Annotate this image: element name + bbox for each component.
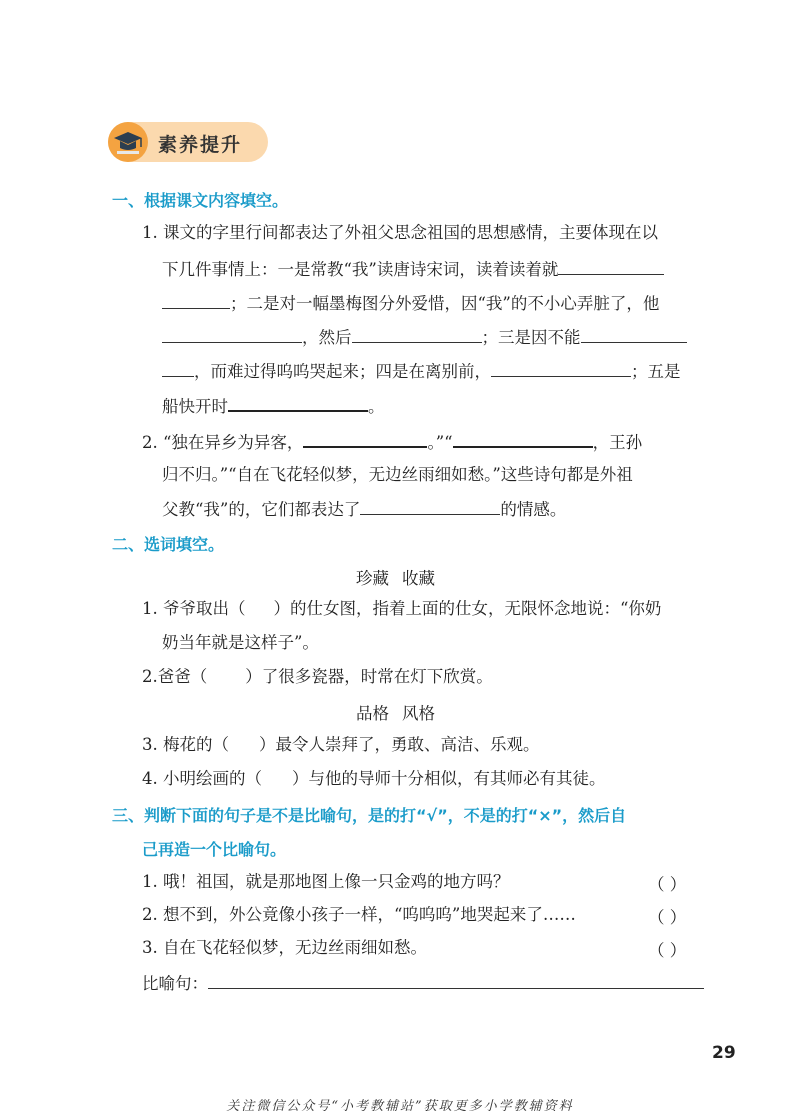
s1-q1-line4: ，然后 ；三是因不能	[162, 326, 687, 349]
judge-paren[interactable]: （ ）	[648, 875, 687, 894]
s3-item-3: 3. 自在飞花轻似梦，无边丝雨细如愁。	[142, 938, 427, 957]
graduation-cap-icon	[108, 122, 148, 162]
answer-blank[interactable]	[162, 360, 194, 377]
s1-q1-line2: 下几件事情上：一是常教“我”读唐诗宋词，读着读着就	[162, 258, 664, 281]
answer-blank[interactable]	[352, 326, 482, 343]
word-choice-2: 收藏	[402, 569, 435, 588]
section2-heading: 二、选词填空。	[112, 535, 225, 554]
s2-q2: 2.爸爸（ ）了很多瓷器，时常在灯下欣赏。	[142, 667, 493, 686]
s2-q4: 4. 小明绘画的（ ）与他的导师十分相似，有其师必有其徒。	[142, 769, 606, 788]
answer-blank[interactable]	[558, 258, 664, 275]
word-choice-4: 风格	[402, 704, 435, 723]
answer-blank[interactable]	[303, 430, 427, 448]
s1-q2-line1: 2. “独在异乡为异客， 。”“ ，王孙	[142, 430, 642, 454]
answer-blank[interactable]	[360, 498, 500, 515]
s2-q3: 3. 梅花的（ ）最令人崇拜了，勇敢、高洁、乐观。	[142, 735, 540, 754]
judge-paren[interactable]: （ ）	[648, 941, 687, 960]
badge-title: 素养提升	[158, 134, 243, 156]
word-choice-1: 珍藏	[356, 569, 389, 588]
judge-paren[interactable]: （ ）	[648, 908, 687, 927]
section3-heading-line2: 己再造一个比喻句。	[142, 840, 287, 859]
s1-q1-line6: 船快开时 。	[162, 394, 385, 418]
footer-note: 关注微信公众号“小考教辅站”获取更多小学教辅资料	[226, 1099, 574, 1114]
section-badge	[108, 122, 268, 162]
s3-item-2: 2. 想不到，外公竟像小孩子一样，“呜呜呜”地哭起来了……	[142, 905, 576, 924]
word-choice-3: 品格	[356, 704, 389, 723]
answer-blank[interactable]	[228, 394, 368, 412]
s2-q1-line2: 奶当年就是这样子”。	[162, 633, 319, 652]
s1-q2-line2: 归不归。”“自在飞花轻似梦，无边丝雨细如愁。”这些诗句都是外祖	[162, 465, 633, 484]
simile-line: 比喻句：	[142, 972, 704, 995]
simile-answer-blank[interactable]	[208, 972, 704, 989]
s1-q1-line1: 1. 课文的字里行间都表达了外祖父思念祖国的思想感情，主要体现在以	[142, 223, 658, 242]
answer-blank[interactable]	[453, 430, 593, 448]
s1-q2-line3: 父教“我”的，它们都表达了 的情感。	[162, 500, 567, 519]
s1-q1-line5: ，而难过得呜呜哭起来；四是在离别前， ；五是	[162, 360, 681, 383]
section3-heading-line1: 三、判断下面的句子是不是比喻句，是的打“√”，不是的打“×”，然后自	[112, 806, 627, 825]
answer-blank[interactable]	[581, 326, 687, 343]
answer-blank[interactable]	[162, 292, 230, 309]
section1-heading: 一、根据课文内容填空。	[112, 191, 289, 210]
page-number: 29	[712, 1043, 736, 1063]
answer-blank[interactable]	[162, 326, 302, 343]
s3-item-1: 1. 哦！祖国，就是那地图上像一只金鸡的地方吗？	[142, 872, 510, 891]
s2-q1-line1: 1. 爷爷取出（ ）的仕女图，指着上面的仕女，无限怀念地说：“你奶	[142, 599, 662, 618]
answer-blank[interactable]	[491, 360, 631, 377]
s1-q1-line3: ；二是对一幅墨梅图分外爱惜，因“我”的不小心弄脏了，他	[162, 292, 659, 315]
